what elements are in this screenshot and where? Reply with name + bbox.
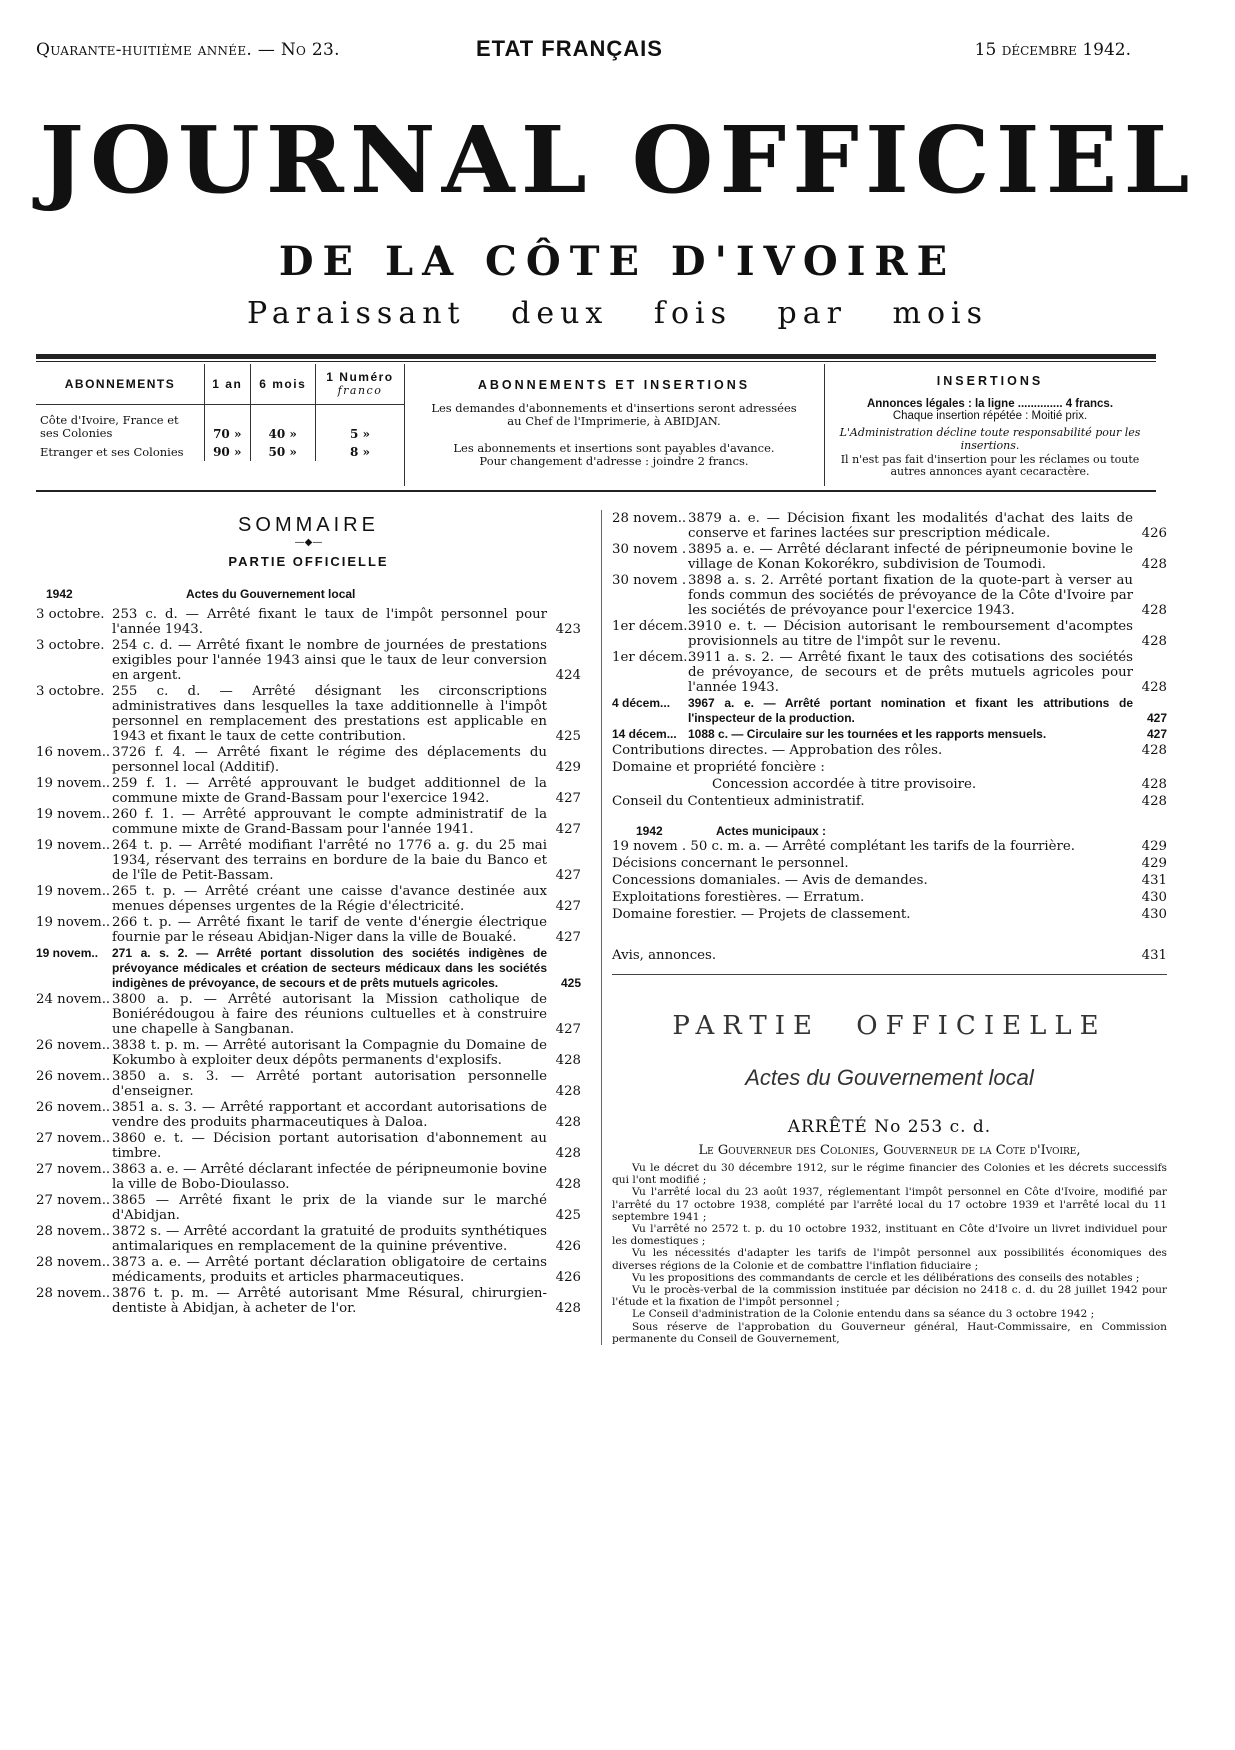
entry-date: 19 novem..: [36, 946, 99, 960]
entry-title: 3872 s. — Arrêté accordant la gratuité de produits synthétiques antimalariques en remplacement de la quinine préventive.: [112, 1224, 547, 1254]
entry-title: 3876 t. p. m. — Arrêté autorisant Mme Résural, chirurgien-dentiste à Abidjan, à acheter de l'or.: [112, 1286, 547, 1316]
entry-page: 428: [1141, 794, 1167, 809]
entry-page: 428: [1141, 743, 1167, 758]
entry-page: 431: [1141, 873, 1167, 888]
masthead-subtitle: DE LA CÔTE D'IVOIRE: [278, 238, 957, 285]
entry-page: 428: [1141, 557, 1167, 572]
entry-page: 428: [555, 1084, 581, 1099]
official-part-subtitle: Actes du Gouvernement local: [745, 1065, 1034, 1090]
toc-entry: [612, 619, 1167, 649]
entry-page: 427: [1146, 727, 1167, 741]
toc-entry: [36, 838, 581, 883]
row-label-france: Côte d'Ivoire, France et ses Colonies: [36, 404, 205, 443]
issue-number: Quarante-huitième année. — No 23.: [36, 40, 340, 60]
entry-page: 427: [555, 1022, 581, 1037]
toc-plain-entry: [612, 776, 1167, 793]
toc-plain-entry: [612, 872, 1167, 889]
entry-date: 26 novem..: [36, 1069, 111, 1084]
entry-page: 427: [555, 930, 581, 945]
ins-line-2: Chaque insertion répétée : Moitié prix.: [892, 410, 1088, 422]
plain-entries: [612, 742, 1167, 810]
entry-title: 3879 a. e. — Décision fixant les modalités d'achat des laits de conserve et farines lactées sur prescription médicale.: [688, 511, 1133, 541]
entry-page: 428: [1141, 680, 1167, 695]
entry-date: 1er décem..: [612, 650, 692, 665]
entry-date: 27 novem..: [36, 1162, 111, 1177]
avis-page: 431: [1141, 948, 1167, 963]
avis-label: Avis, annonces.: [612, 948, 717, 963]
entry-page: 423: [555, 622, 581, 637]
toc-entry: [36, 607, 581, 637]
vus-list: [612, 1162, 1167, 1345]
vu-clause: Vu le procès-verbal de la commission instituée par décision no 2418 c. d. du 28 juillet 1942 pour l'étude et la fixation de l'impôt personnel ;: [612, 1284, 1167, 1309]
entry-title: 3838 t. p. m. — Arrêté autorisant la Compagnie du Domaine de Kokumbo à exploiter deux dépôts permanents d'explosifs.: [112, 1038, 547, 1068]
entry-title: 3967 a. e. — Arrêté portant nomination et fixant les attributions de l'inspecteur de la production.: [688, 696, 1133, 725]
toc-entry: [612, 650, 1167, 695]
entry-page: 428: [1141, 634, 1167, 649]
entry-date: 19 novem..: [36, 776, 111, 791]
price-etranger-6mois: 50 »: [250, 443, 315, 461]
toc-entry: [36, 807, 581, 837]
entry-title: Concession accordée à titre provisoire.: [712, 777, 977, 792]
toc-plain-entry: [612, 906, 1167, 923]
muni-entries: [612, 838, 1167, 923]
price-etranger-numero: 8 »: [349, 444, 370, 459]
toc-entry: [36, 992, 581, 1037]
entry-date: 19 novem..: [36, 838, 111, 853]
entry-title: 3910 e. t. — Décision autorisant le remboursement d'acomptes provisionnels au titre de l'impôt sur le revenu.: [688, 619, 1133, 649]
entry-date: 24 novem..: [36, 992, 111, 1007]
ins-line-4: Il n'est pas fait d'insertion pour les réclames ou toute autres annonces ayant cecaractère.: [840, 453, 1140, 478]
subscription-prices: [36, 364, 405, 486]
entry-title: 259 f. 1. — Arrêté approuvant le budget additionnel de la commune mixte de Grand-Bassam pour l'exercice 1942.: [112, 776, 547, 806]
entry-date: 28 novem..: [36, 1224, 111, 1239]
insertions-heading: INSERTIONS: [936, 374, 1044, 388]
top-line: [36, 36, 1131, 62]
entry-title: 254 c. d. — Arrêté fixant le nombre de journées de prestations exigibles pour l'année 1943 ainsi que le taux de leur conversion en argent.: [112, 638, 547, 683]
toc-entry: [36, 638, 581, 683]
entry-date: 30 novem .: [612, 542, 687, 557]
entry-date: 27 novem..: [36, 1193, 111, 1208]
arrete-heading: ARRÊTÉ No 253 c. d.: [787, 1117, 992, 1137]
row-label-etranger: Etranger et ses Colonies: [36, 443, 205, 461]
issue-date: 15 décembre 1942.: [974, 40, 1131, 60]
toc-entry: [612, 511, 1167, 541]
sommaire-left-column: [36, 510, 581, 1317]
toc-entry: [36, 946, 581, 991]
entry-title: Conseil du Contentieux administratif.: [612, 794, 865, 809]
thin-rule: [36, 361, 1156, 362]
toc-plain-entry: [612, 838, 1167, 855]
contents: [36, 510, 1167, 1670]
entry-date: 28 novem..: [36, 1255, 111, 1270]
toc-plain-entry: [612, 889, 1167, 906]
entry-date: 26 novem..: [36, 1100, 111, 1115]
entry-page: 425: [555, 1208, 581, 1223]
entry-title: 3873 a. e. — Arrêté portant déclaration obligatoire de certains médicaments, produits et articles pharmaceutiques.: [112, 1255, 547, 1285]
mid-text-3: Pour changement d'adresse : joindre 2 francs.: [479, 454, 749, 468]
vu-clause: Vu le décret du 30 décembre 1912, sur le régime financier des Colonies et les décrets successifs qui l'ont modifié ;: [612, 1162, 1167, 1187]
toc-entry: [36, 1069, 581, 1099]
vu-clause: Le Conseil d'administration de la Colonie entendu dans sa séance du 3 octobre 1942 ;: [632, 1308, 1095, 1321]
entry-page: 426: [555, 1239, 581, 1254]
entry-page: 428: [555, 1053, 581, 1068]
toc-entry: [36, 1038, 581, 1068]
muni-year-row: [612, 824, 1167, 838]
entry-title: Exploitations forestières. — Erratum.: [612, 890, 865, 905]
entry-date: 3 octobre.: [36, 638, 105, 653]
entry-title: Concessions domaniales. — Avis de demandes.: [612, 873, 928, 888]
col-1an: 1 an: [205, 364, 251, 404]
mid-text-2: Les abonnements et insertions sont payables d'avance.: [453, 441, 775, 455]
toc-entry: [36, 745, 581, 775]
col-numero: 1 Numéro: [326, 369, 394, 384]
toc-entry: [612, 696, 1167, 726]
insertions-info: [824, 364, 1156, 486]
muni-section: Actes municipaux :: [716, 824, 827, 838]
entry-title: 265 t. p. — Arrêté créant une caisse d'avance destinée aux menues dépenses urgentes de la Régie d'électricité.: [112, 884, 547, 914]
entry-page: 428: [555, 1115, 581, 1130]
toc-plain-entry: [612, 793, 1167, 810]
official-part-title: PARTIE OFFICIELLE: [672, 1011, 1107, 1041]
col-numero-sub: franco: [337, 383, 383, 397]
entry-title: Contributions directes. — Approbation des rôles.: [612, 743, 943, 758]
entry-title: 3860 e. t. — Décision portant autorisation d'abonnement au timbre.: [112, 1131, 547, 1161]
mid-text-1: Les demandes d'abonnements et d'insertions seront adressées au Chef de l'Imprimerie, à ABIDJAN.: [431, 401, 797, 428]
toc-entry: [36, 1224, 581, 1254]
vu-clause: Vu l'arrêté no 2572 t. p. du 10 octobre 1932, instituant en Côte d'Ivoire un livret individuel pour les domestiques ;: [612, 1223, 1167, 1248]
entry-date: 14 décem...: [612, 727, 677, 741]
entry-date: 30 novem .: [612, 573, 687, 588]
entry-page: 427: [555, 791, 581, 806]
entry-page: 426: [1141, 526, 1167, 541]
entry-title: 3895 a. e. — Arrêté déclarant infecté de péripneumonie bovine le village de Konan Kokorékro, subdivision de Toumodi.: [688, 542, 1133, 572]
entry-page: 424: [555, 668, 581, 683]
entry-page: 427: [555, 822, 581, 837]
toc-entry: [612, 542, 1167, 572]
subscription-box: [36, 364, 1156, 486]
sommaire-section: Actes du Gouvernement local: [186, 587, 356, 601]
entry-page: 426: [555, 1270, 581, 1285]
entry-date: 26 novem..: [36, 1038, 111, 1053]
price-france-1an: 70 »: [205, 404, 251, 443]
muni-year: 1942: [636, 824, 663, 838]
price-france-6mois: 40 »: [250, 404, 315, 443]
entry-page: 428: [555, 1177, 581, 1192]
entry-title: Décisions concernant le personnel.: [612, 856, 849, 871]
entry-title: Domaine et propriété foncière :: [612, 760, 825, 775]
entry-date: 19 novem..: [36, 807, 111, 822]
toc-entry: [36, 915, 581, 945]
entry-title: 3726 f. 4. — Arrêté fixant le régime des déplacements du personnel local (Additif).: [112, 745, 547, 775]
entry-page: 430: [1141, 907, 1167, 922]
toc-entry: [612, 573, 1167, 618]
entry-date: 16 novem..: [36, 745, 111, 760]
right-entries: [612, 511, 1167, 742]
entry-title: 3851 a. s. 3. — Arrêté rapportant et accordant autorisations de vendre des produits pharmaceutiques à Daloa.: [112, 1100, 547, 1130]
entry-title: 3865 — Arrêté fixant le prix de la viande sur le marché d'Abidjan.: [112, 1193, 547, 1223]
entry-page: 430: [1141, 890, 1167, 905]
entry-title: 255 c. d. — Arrêté désignant les circonscriptions administratives dans lesquelles la taxe additionnelle à l'impôt personnel en remplacement des prestations est applicable en 1943 et fixant le taux de cette contribution.: [112, 684, 547, 744]
sommaire-partie: PARTIE OFFICIELLE: [228, 554, 389, 569]
toc-entry: [36, 1286, 581, 1316]
vu-clause: Vu les propositions des commandants de cercle et les délibérations des conseils des notables ;: [632, 1271, 1140, 1284]
entry-page: 429: [555, 760, 581, 775]
price-etranger-1an: 90 »: [205, 443, 251, 461]
entry-title: 3800 a. p. — Arrêté autorisant la Mission catholique de Boniérédougou à faire des réunions cultuelles et à construire une chapelle à Sangbanan.: [112, 992, 547, 1037]
subscription-info: [404, 364, 825, 486]
entry-page: 427: [555, 868, 581, 883]
toc-entry: [36, 1162, 581, 1192]
ins-line-3: L'Administration décline toute responsabilité pour les insertions.: [839, 426, 1141, 452]
vu-clause: Vu les nécessités d'adapter les tarifs de l'impôt personnel aux possibilités économiques des diverses régions de la Colonie et de combattre l'inflation fiduciaire ;: [612, 1247, 1167, 1272]
entry-title: 271 a. s. 2. — Arrêté portant dissolution des sociétés indigènes de prévoyance médicales et création de secteurs médicaux dans les sociétés indigènes de prévoyance, de secours et de prêts mutuels agricoles.: [112, 946, 547, 990]
entry-page: [1133, 759, 1167, 776]
entry-title: 3863 a. e. — Arrêté déclarant infectée de péripneumonie bovine la ville de Bobo-Dioulasso.: [112, 1162, 547, 1192]
toc-entry: [36, 1100, 581, 1130]
regime-label: ETAT FRANÇAIS: [476, 36, 663, 61]
sommaire-year: 1942: [46, 587, 73, 601]
entry-page: 428: [555, 1301, 581, 1316]
toc-entry: [36, 1131, 581, 1161]
entry-date: 19 novem..: [36, 884, 111, 899]
entry-title: 266 t. p. — Arrêté fixant le tarif de vente d'énergie électrique fournie par le réseau Abidjan-Niger dans la ville de Bouaké.: [112, 915, 547, 945]
entry-title: 264 t. p. — Arrêté modifiant l'arrêté no 1776 a. g. du 25 mai 1934, réservant des terrains en bordure de la baie du Banco et de l'île de Petit-Bassam.: [112, 838, 547, 883]
entry-title: 1088 c. — Circulaire sur les tournées et les rapports mensuels.: [688, 727, 1047, 741]
entry-date: 1er décem..: [612, 619, 692, 634]
toc-plain-entry: [612, 759, 1167, 776]
vu-clause: Sous réserve de l'approbation du Gouverneur général, Haut-Commissaire, en Commission permanente du Conseil de Gouvernement,: [612, 1320, 1167, 1345]
vu-clause: Vu l'arrêté local du 23 août 1937, réglementant l'impôt personnel en Côte d'Ivoire, modifié par l'arrêté du 17 octobre 1938, complété par l'arrêté local du 17 octobre 1939 et l'arrêté local du 11 septembre 1941 ;: [612, 1186, 1167, 1223]
entry-page: 429: [1141, 839, 1167, 854]
col-6mois: 6 mois: [250, 364, 315, 404]
toc-entry: [36, 1193, 581, 1223]
toc-plain-entry: [612, 742, 1167, 759]
entry-date: 4 décem...: [612, 696, 671, 710]
left-entries: [36, 607, 581, 1316]
entry-page: 427: [1146, 711, 1167, 725]
entry-date: 28 novem..: [36, 1286, 111, 1301]
toc-entry: [612, 727, 1167, 742]
entry-title: 19 novem . 50 c. m. a. — Arrêté complétant les tarifs de la fourrière.: [612, 839, 1075, 854]
sommaire-ornament: —◆—: [294, 537, 323, 548]
entry-date: 3 octobre.: [36, 607, 105, 622]
entry-date: 3 octobre.: [36, 684, 105, 699]
toc-entry: [36, 684, 581, 744]
entry-title: 3850 a. s. 3. — Arrêté portant autorisation personnelle d'enseigner.: [112, 1069, 547, 1099]
masthead-title: JOURNAL OFFICIEL: [39, 106, 1196, 214]
mid-heading: ABONNEMENTS ET INSERTIONS: [477, 378, 751, 392]
entry-title: Domaine forestier. — Projets de classement.: [612, 907, 911, 922]
ins-line-1: Annonces légales : la ligne .............. 4 francs.: [866, 398, 1114, 410]
entry-page: 428: [1141, 603, 1167, 618]
avis-row: [612, 947, 1167, 964]
toc-entry: [36, 884, 581, 914]
subscription-heading: ABONNEMENTS: [36, 364, 205, 404]
gouverneur-line: Le Gouverneur des Colonies, Gouverneur de la Cote d'Ivoire,: [698, 1143, 1081, 1158]
toc-entry: [36, 1255, 581, 1285]
box-bottom-rule: [36, 490, 1156, 492]
entry-page: 428: [555, 1146, 581, 1161]
sommaire-right-column: [601, 510, 1167, 1345]
entry-page: 425: [555, 729, 581, 744]
entry-page: 427: [555, 899, 581, 914]
entry-title: 260 f. 1. — Arrêté approuvant le compte administratif de la commune mixte de Grand-Bassam pour l'année 1941.: [112, 807, 547, 837]
double-rule: [36, 354, 1156, 359]
entry-title: 3898 a. s. 2. Arrêté portant fixation de la quote-part à verser au fonds commun des sociétés de prévoyance de la Côte d'Ivoire par les sociétés de prévoyance pour l'exercice 1943.: [688, 573, 1133, 618]
entry-page: 428: [1141, 777, 1167, 792]
masthead-tagline: Paraissant deux fois par mois: [246, 296, 989, 331]
entry-page: 429: [1141, 856, 1167, 871]
entry-page: 425: [560, 976, 581, 990]
divider: [612, 974, 1167, 975]
entry-date: 27 novem..: [36, 1131, 111, 1146]
entry-title: 3911 a. s. 2. — Arrêté fixant le taux des cotisations des sociétés de prévoyance, de secours et de prêts mutuels agricoles pour l'année 1943.: [688, 650, 1133, 695]
entry-date: 19 novem..: [36, 915, 111, 930]
sommaire-title: SOMMAIRE: [238, 514, 379, 536]
toc-plain-entry: [612, 855, 1167, 872]
price-france-numero: 5 »: [349, 426, 370, 441]
entry-title: 253 c. d. — Arrêté fixant le taux de l'impôt personnel pour l'année 1943.: [112, 607, 547, 637]
entry-date: 28 novem..: [612, 511, 687, 526]
toc-entry: [36, 776, 581, 806]
year-row: [36, 587, 581, 601]
